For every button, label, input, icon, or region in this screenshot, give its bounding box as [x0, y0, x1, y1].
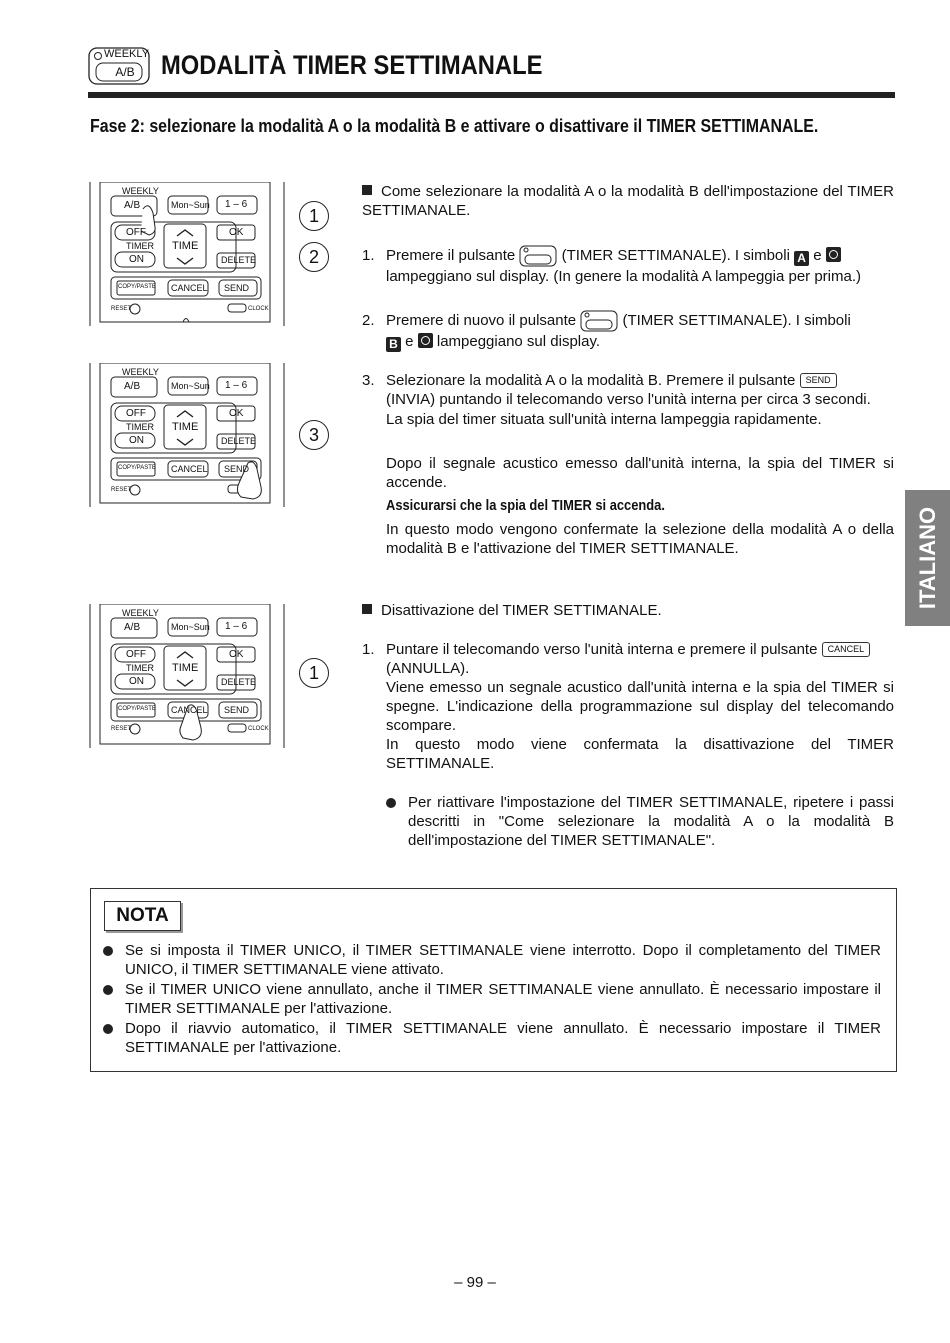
- title-rule: [88, 92, 895, 98]
- section-a-heading: Come selezionare la modalità A o la modalità B dell'impostazione del TIMER SETTIMANALE.: [362, 183, 894, 219]
- remote-delete-label: DELETE: [221, 255, 257, 265]
- remote-weekly-label: WEEKLY: [122, 608, 159, 618]
- nota-item-1: Se si imposta il TIMER UNICO, il TIMER SETTIMANALE viene interrotto. Dopo il completamento del TIMER UNICO, il TIMER SETTIMANALE viene attivato.: [103, 941, 881, 979]
- remote-send-label: SEND: [224, 705, 250, 715]
- remote-16-label: 1 – 6: [225, 621, 248, 632]
- remote-time-label: TIME: [172, 662, 199, 674]
- clock-symbol-icon: [826, 247, 841, 262]
- language-tab: [905, 490, 950, 626]
- section-a-note1: Dopo il segnale acustico emesso dall'unità interna, la spia del TIMER si accende.: [386, 455, 894, 491]
- remote-delete-label: DELETE: [221, 436, 257, 446]
- remote-reset-label: RESET: [111, 487, 132, 493]
- remote-timer-label: TIMER: [126, 241, 154, 251]
- section-a-note2: In questo modo vengono confermate la selezione della modalità A o della modalità B e l'attivazione del TIMER SETTIMANALE.: [386, 521, 894, 557]
- remote-weekly-label: WEEKLY: [122, 186, 159, 196]
- remote-cancel-label: CANCEL: [171, 464, 208, 474]
- remote-on-label: ON: [129, 676, 144, 687]
- remote-16-label: 1 – 6: [225, 380, 248, 391]
- remote-illustration-2: [88, 363, 286, 507]
- remote-monsun-label: Mon~Sun: [171, 381, 210, 391]
- symbol-a: A: [794, 251, 809, 266]
- remote-ab-label: A/B: [124, 622, 141, 633]
- symbol-b: B: [386, 337, 401, 352]
- bullet-dot: [103, 946, 113, 956]
- header-ab-label: A/B: [115, 65, 135, 79]
- section-a-step2: 2. Premere di nuovo il pulsante (TIMER SETTIMANALE). I simboli B e lampeggiano sul display.: [362, 312, 851, 351]
- nota-title: NOTA: [104, 901, 181, 931]
- remote-weekly-label: WEEKLY: [122, 367, 159, 377]
- remote-monsun-label: Mon~Sun: [171, 622, 210, 632]
- remote-off-label: OFF: [126, 649, 146, 660]
- cancel-key: CANCEL: [822, 642, 871, 657]
- remote-ab-label: A/B: [124, 381, 141, 392]
- remote-ok-label: OK: [229, 408, 244, 419]
- remote-clock-label: CLOCK: [248, 306, 269, 312]
- remote-on-label: ON: [129, 435, 144, 446]
- remote-illustration-3: [88, 604, 286, 748]
- section-b-heading: Disattivazione del TIMER SETTIMANALE.: [362, 601, 894, 620]
- remote-16-label: 1 – 6: [225, 199, 248, 210]
- remote-ok-label: OK: [229, 227, 244, 238]
- remote-copypaste-label: COPY/PASTE: [118, 706, 156, 712]
- nota-item-2: Se il TIMER UNICO viene annullato, anche il TIMER SETTIMANALE viene annullato. È necessario impostare il TIMER SETTIMANALE per l'attivazione.: [103, 980, 881, 1018]
- page-title: MODALITÀ TIMER SETTIMANALE: [161, 50, 543, 80]
- remote-illustration-1: [88, 182, 286, 326]
- section-a-note-bold: Assicurarsi che la spia del TIMER si accenda.: [386, 497, 665, 514]
- remote-clock-label: CLOCK: [248, 726, 269, 732]
- remote-cancel-label: CANCEL: [171, 283, 208, 293]
- bullet-dot: [386, 798, 396, 808]
- step-marker-2: 2: [299, 242, 329, 272]
- page-number: – 99 –: [454, 1274, 496, 1291]
- section-a-step1: 1. Premere il pulsante (TIMER SETTIMANALE). I simboli A e lampeggiano sul display. (In genere la modalità A lampeggia per prima.): [362, 247, 861, 285]
- square-bullet: [362, 185, 372, 195]
- nota-box: [90, 888, 897, 1072]
- remote-monsun-label: Mon~Sun: [171, 200, 210, 210]
- remote-on-label: ON: [129, 254, 144, 265]
- send-key: SEND: [800, 373, 837, 388]
- bullet-dot: [103, 985, 113, 995]
- remote-off-label: OFF: [126, 408, 146, 419]
- remote-copypaste-label: COPY/PASTE: [118, 284, 156, 290]
- language-tab-label: ITALIANO: [914, 506, 940, 610]
- remote-send-label: SEND: [224, 464, 250, 474]
- clock-symbol-icon: [418, 333, 433, 348]
- step-marker-4: 1: [299, 658, 329, 688]
- remote-reset-label: RESET: [111, 306, 132, 312]
- remote-copypaste-label: COPY/PASTE: [118, 465, 156, 471]
- section-a-step3: 3. Selezionare la modalità A o la modalità B. Premere il pulsante SEND (INVIA) puntando il telecomando verso l'unità interna per circa 3 secondi. La spia del timer situata sull'unità interna lampeggia rapidamente.: [362, 372, 871, 428]
- step-marker-3: 3: [299, 420, 329, 450]
- section-b-step1: 1. Puntare il telecomando verso l'unità interna e premere il pulsante CANCEL (ANNULLA). Viene emesso un segnale acustico dall'unità interna e la spia del TIMER si spegne. L'indicazione della programmazione sul display del telecomando scompare. In questo modo viene confermata la disattivazione del TIMER SETTIMANALE.: [362, 641, 894, 772]
- remote-ok-label: OK: [229, 649, 244, 660]
- remote-time-label: TIME: [172, 240, 199, 252]
- square-bullet: [362, 604, 372, 614]
- remote-off-label: OFF: [126, 227, 146, 238]
- step-subtitle: Fase 2: selezionare la modalità A o la modalità B e attivare o disattivare il TIMER SETTIMANALE.: [90, 116, 819, 136]
- remote-cancel-label: CANCEL: [171, 705, 208, 715]
- bullet-dot: [103, 1024, 113, 1034]
- remote-time-label: TIME: [172, 421, 199, 433]
- weekly-button-icon: [580, 310, 618, 332]
- remote-send-label: SEND: [224, 283, 250, 293]
- remote-timer-label: TIMER: [126, 663, 154, 673]
- header-weekly-label: WEEKLY: [104, 48, 150, 60]
- remote-reset-label: RESET: [111, 726, 132, 732]
- step-marker-1: 1: [299, 201, 329, 231]
- remote-ab-label: A/B: [124, 200, 141, 211]
- weekly-button-icon: [519, 245, 557, 267]
- remote-timer-label: TIMER: [126, 422, 154, 432]
- section-b-bullet: Per riattivare l'impostazione del TIMER SETTIMANALE, ripetere i passi descritti in "Come selezionare la modalità A o la modalità B dell'impostazione del TIMER SETTIMANALE".: [386, 793, 894, 850]
- nota-item-3: Dopo il riavvio automatico, il TIMER SETTIMANALE viene annullato. È necessario impostare il TIMER SETTIMANALE per l'attivazione.: [103, 1019, 881, 1057]
- remote-delete-label: DELETE: [221, 677, 257, 687]
